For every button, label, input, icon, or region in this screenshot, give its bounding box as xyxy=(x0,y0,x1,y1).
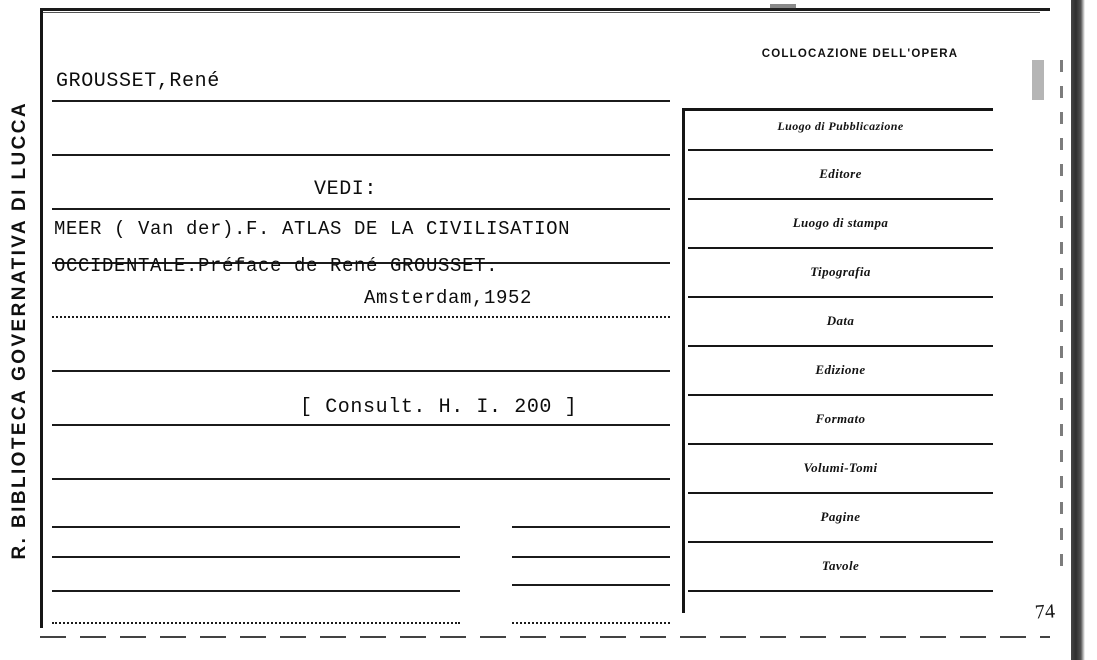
card-bottom-border xyxy=(40,636,1050,638)
collocation-field-line xyxy=(688,443,993,445)
scan-right-edge xyxy=(1071,0,1085,660)
collocation-field-label: Volumi-Tomi xyxy=(803,460,878,475)
collocation-field-label: Tipografia xyxy=(810,264,871,279)
collocation-field-line xyxy=(688,492,993,494)
collocation-field-label: Data xyxy=(826,313,855,328)
collocation-field-line xyxy=(688,296,993,298)
shelfmark-note: [ Consult. H. I. 200 ] xyxy=(300,396,578,419)
rule-line-segment xyxy=(512,526,670,528)
rule-line xyxy=(52,478,670,480)
collocation-field-label: Luogo di stampa xyxy=(792,215,889,230)
see-reference-label: VEDI: xyxy=(314,178,378,201)
rule-line xyxy=(52,154,670,156)
collocation-field-line xyxy=(688,394,993,396)
rule-line-segment xyxy=(512,584,670,586)
collocation-field-label: Edizione xyxy=(815,362,866,377)
card-top-border-secondary xyxy=(40,12,1040,13)
rule-line-short xyxy=(52,590,460,592)
library-spine xyxy=(0,0,42,660)
card-top-border xyxy=(40,8,1050,11)
collocation-field-line xyxy=(688,590,993,592)
collocation-field-label: Formato xyxy=(815,411,866,426)
collocation-field-line xyxy=(688,198,993,200)
collocation-field-line xyxy=(688,345,993,347)
rule-line-dotted-segment xyxy=(512,622,670,624)
author-heading: GROUSSET,René xyxy=(56,70,220,93)
rule-line-short xyxy=(52,556,460,558)
reference-title-line-1: MEER ( Van der).F. ATLAS DE LA CIVILISATION xyxy=(54,218,571,240)
collocation-field-line xyxy=(688,149,993,151)
collocation-title: COLLOCAZIONE DELL'OPERA xyxy=(761,48,959,60)
rule-line-short xyxy=(52,526,460,528)
collocation-field-label: Luogo di Pubblicazione xyxy=(777,119,904,133)
collocation-field-label: Tavole xyxy=(821,558,860,573)
library-spine-label: R. BIBLIOTECA GOVERNATIVA DI LUCCA xyxy=(9,100,30,560)
scan-right-speckle xyxy=(1060,60,1063,580)
collocation-field-label: Pagine xyxy=(820,509,861,524)
rule-line xyxy=(52,208,670,210)
card-body xyxy=(52,28,670,628)
collocation-field-label: Editore xyxy=(819,166,862,181)
rule-line xyxy=(52,370,670,372)
scan-smudge-right xyxy=(1032,60,1044,100)
rule-line xyxy=(52,100,670,102)
reference-title-line-2: OCCIDENTALE.Préface de René GROUSSET. xyxy=(54,255,499,277)
rule-line-dotted xyxy=(52,316,670,318)
rule-line xyxy=(52,424,670,426)
rule-line-dotted-short xyxy=(52,622,460,624)
collocation-field-line xyxy=(688,541,993,543)
collocation-field-line xyxy=(688,247,993,249)
scan-smudge-top xyxy=(770,4,796,10)
collocation-box xyxy=(682,108,993,613)
imprint: Amsterdam,1952 xyxy=(364,287,533,309)
card-corner-number: 74 xyxy=(1034,600,1056,624)
rule-line-segment xyxy=(512,556,670,558)
